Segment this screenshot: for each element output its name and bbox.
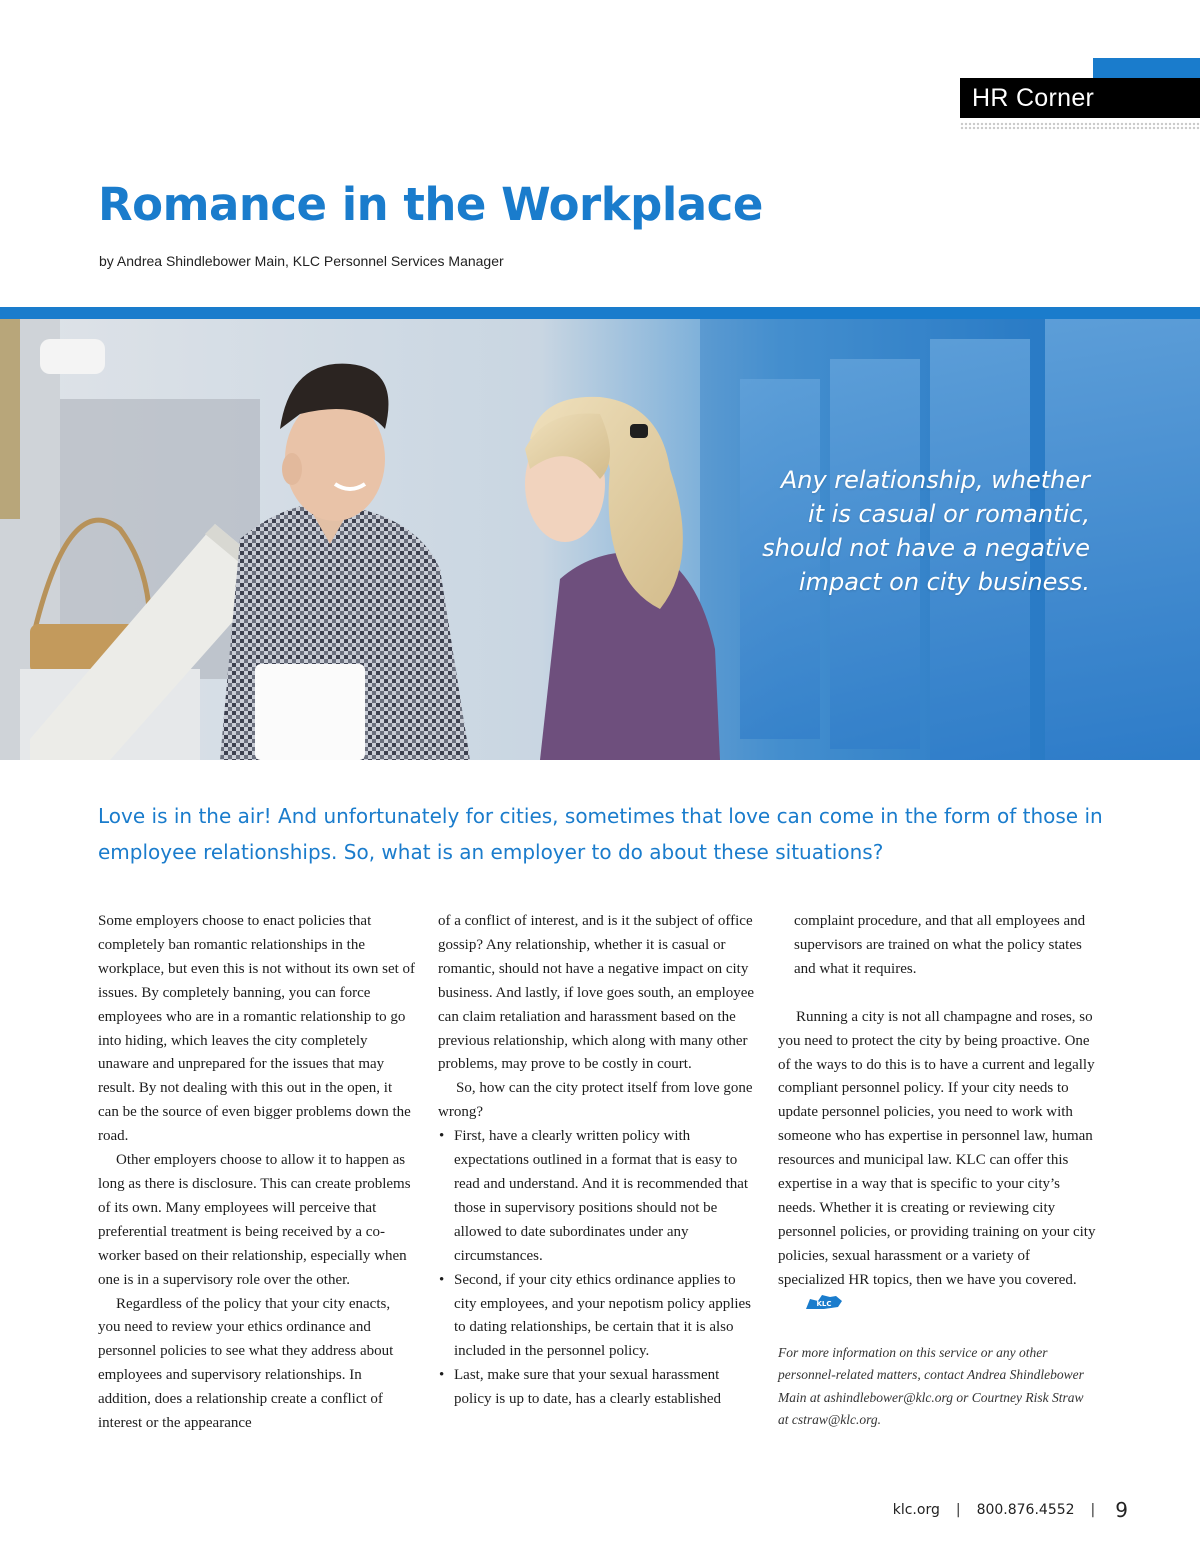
body-paragraph: Regardless of the policy that your city enacts, you need to review your ethics ordinance and personnel policies to see what they address about employees and supervisory relationships. In addition, does a relationship create a conflict of interest or the appearance bbox=[98, 1295, 394, 1432]
section-accent-bar bbox=[1093, 58, 1200, 78]
page-number: 9 bbox=[1115, 1498, 1128, 1522]
pull-quote-line: it is casual or romantic, bbox=[807, 500, 1090, 528]
pull-quote bbox=[670, 463, 1090, 599]
list-item: • First, have a clearly written policy with expectations outlined in a format that is easy to read and understand. And it is recommended that those in supervisory positions should not be allowed to date subordinates under any circumstances. bbox=[438, 1125, 756, 1268]
list-item-continuation: complaint procedure, and that all employees and supervisors are trained on what the policy states and what it requires. bbox=[794, 913, 1086, 977]
klc-logo-icon bbox=[786, 1293, 844, 1320]
klc-logo-text: KLC bbox=[816, 1299, 832, 1308]
paragraph-spacer bbox=[778, 982, 1096, 1006]
pull-quote-line: impact on city business. bbox=[798, 568, 1090, 596]
footer-separator: | bbox=[955, 1502, 961, 1518]
lead-line: Love is in the air! And unfortunately for cities, sometimes that love can come in the form of those in bbox=[98, 804, 1103, 828]
body-paragraph bbox=[778, 1006, 1096, 1320]
pull-quote-line: Any relationship, whether bbox=[780, 466, 1090, 494]
footer-phone: 800.876.4552 bbox=[976, 1502, 1075, 1518]
hero-accent-bar bbox=[0, 307, 1200, 319]
article-title: Romance in the Workplace bbox=[98, 178, 763, 231]
body-column-3 bbox=[778, 910, 1096, 1432]
lead-line: employee relationships. So, what is an employer to do about these situations? bbox=[98, 840, 884, 864]
section-dot-pattern bbox=[960, 122, 1200, 130]
body-paragraph: So, how can the city protect itself from love gone wrong? bbox=[438, 1080, 753, 1121]
body-paragraph: Other employers choose to allow it to happen as long as there is disclosure. This can create problems of its own. Many employees will perceive that preferential treatment is being received by a co-worker based on their relationship, especially when one is in a supervisory role over the other. bbox=[98, 1152, 411, 1288]
body-paragraph: Some employers choose to enact policies that completely ban romantic relationships in the workplace, but even this is not without its own set of issues. By completely banning, you can force employees who are in a romantic relationship to go into hiding, which leaves the city completely unaware and unprepared for the issues that may result. By not dealing with this out in the open, it can be the source of even bigger problems down the road. bbox=[98, 913, 416, 1145]
closing-paragraph-text: Running a city is not all champagne and roses, so you need to protect the city by being proactive. One of the ways to do this is to have a current and legally compliant personnel policy. If your city needs to update personnel policies, you need to work with someone who has expertise in personnel law, human resources and municipal law. KLC can offer this expertise in a way that is specific to your city’s needs. Whether it is creating or reviewing city personnel policies, or providing training on your city policies, sexual harassment or a variety of specialized HR topics, then we have you covered. bbox=[778, 1008, 1096, 1288]
contact-note: For more information on this service or any other personnel-related matters, contact Andrea Shindlebower Main at ashindlebower@klc.org or Courtney Risk Straw at cstraw@klc.org. bbox=[778, 1344, 1084, 1427]
list-item: • Second, if your city ethics ordinance applies to city employees, and your nepotism policy applies to dating relationships, be certain that it is also included in the personnel policy. bbox=[438, 1269, 756, 1365]
pull-quote-line: should not have a negative bbox=[762, 534, 1090, 562]
body-column-2 bbox=[438, 910, 756, 1412]
list-item: • Last, make sure that your sexual harassment policy is up to date, has a clearly established bbox=[438, 1364, 756, 1412]
body-column-1 bbox=[98, 910, 416, 1436]
page-footer bbox=[893, 1498, 1128, 1522]
footer-separator: | bbox=[1090, 1502, 1096, 1518]
article-byline: by Andrea Shindlebower Main, KLC Personnel Services Manager bbox=[99, 253, 504, 269]
recommendation-list bbox=[438, 1125, 756, 1412]
footer-website-link[interactable]: klc.org bbox=[892, 1502, 940, 1518]
lead-paragraph bbox=[98, 798, 1108, 870]
body-paragraph: of a conflict of interest, and is it the subject of office gossip? Any relationship, whether it is casual or romantic, should not have a negative impact on city business. And lastly, if love goes south, an employee can claim retaliation and harassment based on the previous relationship, which along with many other problems, may prove to be costly in court. bbox=[438, 913, 755, 1073]
hero-photo bbox=[0, 319, 1200, 760]
section-tag: HR Corner bbox=[960, 78, 1200, 118]
